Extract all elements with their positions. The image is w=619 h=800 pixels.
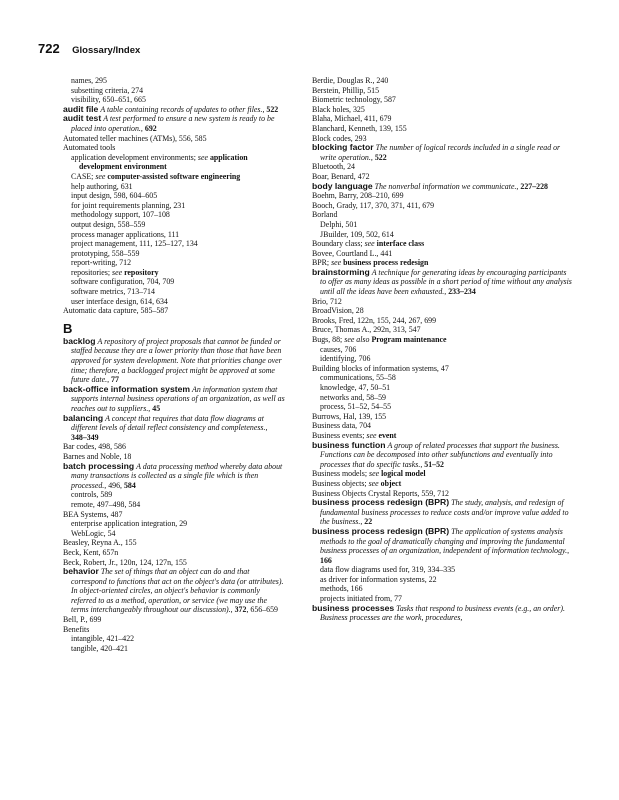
glossary-entry: business process redesign (BPR) The study, analysis, and redesign of fundamental business processes to reduce costs and/or improve value added to the business., 22 [312, 497, 569, 527]
index-left-column [63, 76, 285, 653]
index-subentry: controls, 589 [71, 490, 113, 500]
index-subentry: causes, 706 [320, 344, 357, 354]
index-subentry: process manager applications, 111 [71, 229, 180, 239]
index-subentry: project management, 111, 125–127, 134 [71, 239, 198, 249]
index-subentry: for joint requirements planning, 231 [71, 200, 186, 210]
see-label: see [197, 152, 208, 162]
see-target: repository [124, 267, 159, 277]
glossary-term: audit test [63, 113, 102, 124]
glossary-entry: body language The nonverbal information we communicate., 227–228 [312, 180, 548, 191]
index-subentry: data flow diagrams used for, 319, 334–335 [320, 565, 456, 575]
index-subentry: process, 51–52, 54–55 [320, 402, 392, 412]
index-entry: Bell, P., 699 [63, 615, 102, 625]
index-cross-reference [63, 268, 285, 278]
glossary-term: business processes [312, 602, 395, 613]
glossary-definition: A table containing records of updates to other files. [100, 104, 263, 114]
glossary-definition: The nonverbal information we communicate. [374, 181, 517, 191]
glossary-entry: back-office information system An information system that supports internal business operations of an organization, as well as reaches out to suppliers., 45 [63, 383, 285, 413]
defining-page-reference: 584 [123, 480, 136, 490]
see-target: event [378, 430, 397, 440]
index-entry: Berdie, Douglas R., 240 [312, 76, 389, 85]
index-entry: Biometric technology, 587 [312, 95, 396, 105]
glossary-definition: An information system that supports internal business operations of an organization, as well as reaches out to suppliers. [71, 384, 285, 413]
index-subentry: enterprise application integration, 29 [71, 519, 188, 529]
glossary-entry: business function A group of related processes that support the business. Functions can be decomposed into other subfunctions and eventually into processes that do specific tasks., 51–52 [312, 439, 560, 469]
glossary-entry: business process redesign (BPR) The application of systems analysis methods to the goal of dramatically changing and improving the fundamental business processes of an organization, independent of information technology., 166 [312, 525, 570, 565]
glossary-definition: A technique for generating ideas by encouraging participants to offer as many ideas as possible in a short period of time without any analysis until all the ideas have been exhausted. [320, 267, 572, 297]
see-target: business process redesign [343, 258, 429, 268]
index-heading: BPR; [312, 258, 330, 268]
index-right-column [312, 76, 572, 623]
index-entry: Boar, Benard, 472 [312, 171, 370, 181]
defining-page-reference: 51–52 [424, 459, 444, 469]
glossary-entry: balancing A concept that requires that data flow diagrams at different levels of detail reflect consistency and completeness., 348–349 [63, 412, 268, 442]
glossary-term: balancing [63, 412, 104, 423]
glossary-term: business function [312, 439, 386, 450]
glossary-term: business process redesign (BPR) [312, 525, 450, 536]
index-subentry: projects initiated from, 77 [320, 594, 402, 604]
index-heading: Business models; [312, 469, 368, 479]
glossary-entry [312, 604, 572, 623]
defining-page-reference: 166 [320, 555, 332, 565]
index-cross-reference [312, 239, 572, 249]
index-entry: Blanchard, Kenneth, 139, 155 [312, 123, 407, 133]
index-letter-heading: B [63, 320, 73, 336]
index-entry: Automatic data capture, 585–587 [63, 306, 169, 316]
index-entry: Automated teller machines (ATMs), 556, 585 [63, 133, 207, 143]
glossary-term: business process redesign (BPR) [312, 497, 450, 508]
index-subentry: input design, 598, 604–605 [71, 191, 158, 201]
glossary-definition: The number of logical records included in a single read or write operation. [320, 143, 561, 162]
index-subentry: intangible, 421–422 [71, 634, 135, 644]
index-entry: Business Objects Crystal Reports, 559, 712 [312, 488, 449, 498]
index-subentry: output design, 558–559 [71, 219, 146, 229]
index-heading: Business objects; [312, 478, 367, 488]
index-subentry: software metrics, 713–714 [71, 287, 155, 297]
index-entry: Beck, Robert, Jr., 120n, 124, 127n, 155 [63, 557, 187, 567]
index-entry: Business data, 704 [312, 421, 371, 431]
index-heading: CASE; [71, 171, 94, 181]
index-entry: Booch, Grady, 117, 370, 371, 411, 679 [312, 200, 435, 210]
index-subentry: JBuilder, 109, 502, 614 [320, 229, 394, 239]
see-target: Program maintenance [371, 335, 447, 345]
see-label: see [364, 239, 375, 249]
page-header [38, 40, 140, 58]
glossary-entry: audit test A test performed to ensure a new system is ready to be placed into operation., 692 [63, 113, 275, 133]
index-entry: Benefits [63, 624, 90, 634]
page-reference: 496, [108, 480, 122, 490]
index-subentry: names, 295 [71, 76, 107, 85]
see-label: see [366, 430, 377, 440]
index-heading: Business events; [312, 430, 365, 440]
index-entry: BroadVision, 28 [312, 306, 364, 316]
index-entry: Boehm, Barry, 208–210, 699 [312, 191, 404, 201]
index-subentry: as driver for information systems, 22 [320, 574, 437, 584]
glossary-entry: brainstorming A technique for generating ideas by encouraging participants to offer as many ideas as possible in a short period of time without any analysis until all the ideas have been exhausted., 233–234 [312, 266, 572, 297]
index-entry: Black holes, 325 [312, 104, 365, 114]
index-entry: Beasley, Reyna A., 155 [63, 538, 137, 548]
index-subentry: methodology support, 107–108 [71, 210, 170, 220]
glossary-definition: A data processing method whereby data about many transactions is collected as a single file which is then processed. [71, 461, 283, 490]
index-cross-reference [63, 153, 285, 172]
index-entry: BEA Systems, 487 [63, 509, 123, 519]
glossary-term: batch processing [63, 460, 135, 471]
see-label: see [369, 469, 380, 479]
glossary-term: audit file [63, 103, 99, 114]
glossary-definition: The set of things that an object can do and that correspond to functions that act on the object's data (or attributes). In object-oriented circles, an object's behavior is commonly referred to as a method, operation, or service (we may use the terms interchangeably throughout our discussion). [71, 567, 284, 615]
index-entry: Burrows, Hal, 139, 155 [312, 411, 387, 421]
index-entry: Beck, Kent, 657n [63, 547, 119, 557]
glossary-term: body language [312, 180, 373, 191]
index-entry: Bluetooth, 24 [312, 162, 355, 172]
index-entry: Bar codes, 498, 586 [63, 442, 126, 452]
see-label: see also [344, 335, 370, 345]
defining-page-reference: 522 [266, 104, 279, 114]
index-entry: Building blocks of information systems, 47 [312, 363, 449, 373]
see-label: see [368, 478, 379, 488]
glossary-term: back-office information system [63, 383, 191, 394]
glossary-definition: The application of systems analysis methods to the goal of dramatically changing and improving the fundamental business processes of an organization, independent of information technology. [320, 526, 568, 556]
page-reference: , 656–659 [246, 605, 278, 615]
index-cross-reference [312, 469, 572, 479]
index-cross-reference [312, 335, 572, 345]
index-subentry: subsetting criteria, 274 [71, 85, 144, 95]
index-heading: Boundary class; [312, 239, 363, 249]
index-entry: Bruce, Thomas A., 292n, 313, 547 [312, 325, 421, 335]
index-entry: Berstein, Phillip, 515 [312, 85, 380, 95]
index-subentry: tangible, 420–421 [71, 643, 128, 653]
glossary-entry: blocking factor The number of logical records included in a single read or write operation., 522 [312, 142, 561, 162]
glossary-term: blocking factor [312, 142, 374, 153]
index-subentry: report-writing, 712 [71, 258, 132, 268]
index-subentry: identifying, 706 [320, 354, 371, 364]
defining-page-reference: 233–234 [448, 287, 476, 297]
index-subentry: user interface design, 614, 634 [71, 296, 168, 306]
glossary-definition: A repository of project proposals that cannot be funded or staffed because they are a lower priority than those that have been approved for system development. Note that priorities change over time; therefore, a backlogged project might be approved at some future date. [71, 336, 282, 385]
defining-page-reference: 522 [374, 152, 387, 162]
defining-page-reference: 22 [364, 517, 373, 527]
index-entry: Borland [312, 210, 338, 220]
glossary-term: backlog [63, 335, 96, 346]
index-heading: Bugs, 88; [312, 335, 343, 345]
see-target: interface class [376, 239, 425, 249]
glossary-entry: audit file A table containing records of updates to other files., 522 [63, 103, 279, 114]
index-entry: Bovee, Courtland L., 441 [312, 248, 393, 258]
index-entry: Automated tools [63, 143, 116, 153]
index-entry: Block codes, 293 [312, 133, 367, 143]
see-target: application development environment [79, 152, 248, 172]
see-label: see [95, 171, 106, 181]
index-subentry: Delphi, 501 [320, 219, 358, 229]
index-entry: Blaha, Michael, 411, 679 [312, 114, 392, 124]
defining-page-reference: 348–349 [71, 432, 99, 442]
glossary-entry: behavior The set of things that an object can do and that correspond to functions that act on the object's data (or attributes). In object-oriented circles, an object's behavior is commonly referred to as a method, operation, or service (we may use the terms interchangeably throughout our discussion)., 372, 656–659 [63, 566, 284, 615]
page-number: 722 [38, 41, 60, 56]
glossary-definition: The study, analysis, and redesign of fundamental business processes to reduce costs and/or improve value added to the business. [320, 498, 569, 527]
index-cross-reference [63, 172, 285, 182]
defining-page-reference: 45 [152, 404, 161, 413]
glossary-term: behavior [63, 566, 99, 577]
section-title: Glossary/Index [72, 45, 141, 56]
index-subentry: visibility, 650–651, 665 [71, 95, 146, 105]
index-cross-reference [312, 479, 572, 489]
index-subentry: knowledge, 47, 50–51 [320, 383, 391, 392]
index-subentry: remote, 497–498, 584 [71, 499, 141, 509]
index-subentry: communications, 55–58 [320, 373, 396, 383]
glossary-definition: A test performed to ensure a new system is ready to be placed into operation. [71, 114, 275, 133]
index-entry: Brio, 712 [312, 296, 342, 306]
index-subentry: networks and, 58–59 [320, 392, 386, 402]
glossary-definition: A group of related processes that support the business. Functions can be decomposed into other subfunctions and eventually into processes that do specific tasks. [320, 440, 560, 469]
defining-page-reference: 372 [234, 605, 247, 615]
index-subentry: prototyping, 558–559 [71, 248, 140, 258]
see-target: logical model [381, 469, 426, 479]
glossary-term: brainstorming [312, 266, 370, 277]
glossary-entry: backlog A repository of project proposals that cannot be funded or staffed because they are a lower priority than those that have been approved for system development. Note that priorities change over time; therefore, a backlogged project might be approved at some future date., 77 [63, 335, 282, 385]
index-subentry: help authoring, 631 [71, 181, 133, 191]
glossary-definition: Tasks that respond to business events (e.g., an order). Business processes are the work, procedures, [320, 603, 565, 623]
see-target: computer-assisted software engineering [107, 171, 241, 181]
glossary-definition: A concept that requires that data flow diagrams at different levels of detail reflect consistency and completeness. [71, 413, 266, 433]
index-entry: Brooks, Fred, 122n, 155, 244, 267, 699 [312, 315, 437, 325]
defining-page-reference: 77 [111, 375, 119, 385]
see-label: see [112, 267, 123, 277]
see-target: object [380, 478, 402, 488]
index-heading: repositories; [71, 267, 111, 277]
index-subentry: software configuration, 704, 709 [71, 277, 175, 287]
index-heading: application development environments; [71, 152, 196, 162]
see-label: see [331, 258, 342, 268]
glossary-entry: batch processing A data processing method whereby data about many transactions is collected as a single file which is then processed., 496, 584 [63, 460, 283, 490]
index-entry: Barnes and Noble, 18 [63, 451, 132, 461]
index-subentry: methods, 166 [320, 584, 363, 594]
defining-page-reference: 227–228 [520, 181, 548, 191]
defining-page-reference: 692 [144, 123, 157, 133]
index-subentry: WebLogic, 54 [71, 528, 116, 538]
